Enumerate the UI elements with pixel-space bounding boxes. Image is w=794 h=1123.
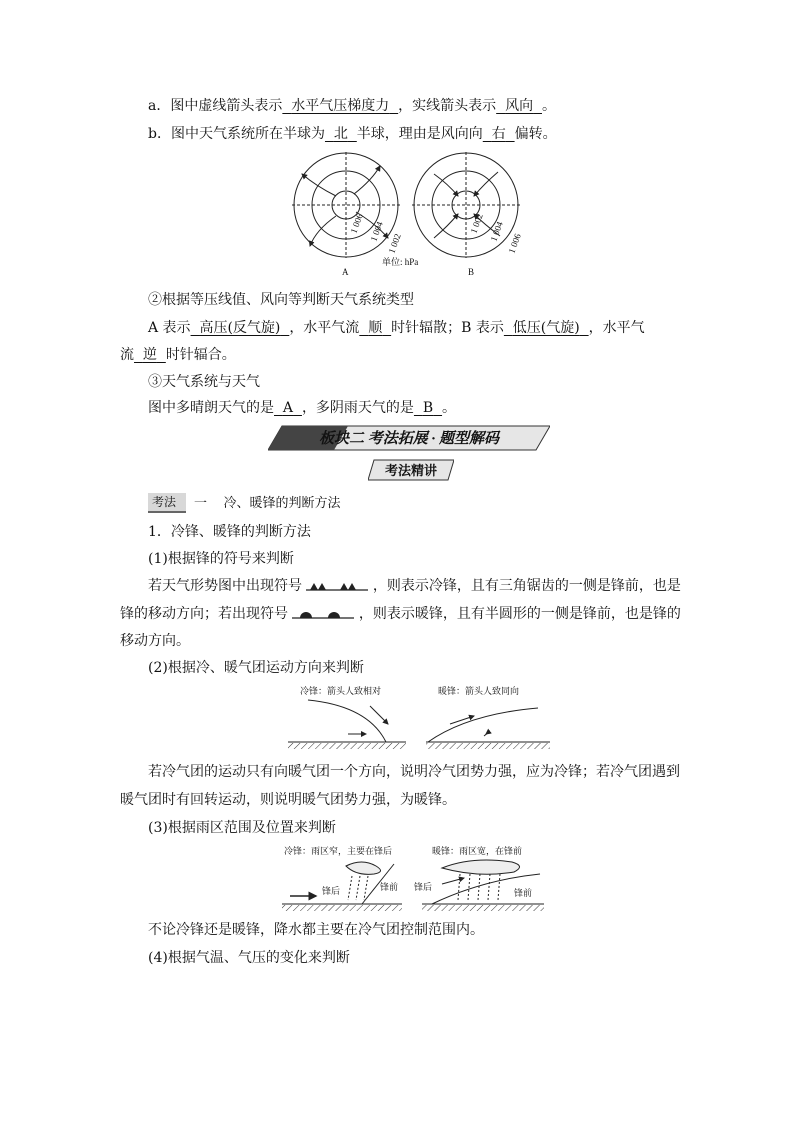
item-b <box>148 124 557 144</box>
body-line: 若天气形势图中出现符号 ，则表示冷锋，且有三角锯齿的一侧是锋前，也是 <box>148 578 681 594</box>
air-mass-figure <box>288 684 550 752</box>
cold-front-label: 锋前 <box>380 882 399 892</box>
body-line: 暖气团时有回转运动，则说明暖气团势力强，为暖锋。 <box>120 792 456 808</box>
text: b．图中天气系统所在半球为 <box>148 126 325 142</box>
label-b: B <box>468 267 475 277</box>
banner-title: 板块二 考法拓展 · 题型解码 <box>318 431 500 447</box>
label-a: A <box>342 267 349 277</box>
cold-rain-caption: 冷锋：雨区窄，主要在锋后 <box>284 846 393 856</box>
isobar-label: 1 002 <box>468 212 485 235</box>
isobar-label: 1 006 <box>348 212 365 235</box>
text: 偏转。 <box>514 126 557 142</box>
sub-banner-title: 考法精讲 <box>384 463 438 478</box>
body-line: (4)根据气温、气压的变化来判断 <box>148 950 350 966</box>
unit-label: 单位: hPa <box>382 257 419 267</box>
warm-caption: 暖锋：箭头人致同向 <box>438 686 520 696</box>
warm-front-symbol <box>292 607 354 621</box>
answer-1: 水平气压梯度力 <box>291 98 390 114</box>
section-3-heading: ③天气系统与天气 <box>148 374 260 390</box>
answer-2: 风向 <box>505 98 534 114</box>
section-3-line: 图中多晴朗天气的是 A ，多阴雨天气的是 B 。 <box>148 400 457 416</box>
item-a <box>148 96 556 116</box>
cold-front-symbol <box>306 579 368 593</box>
body-line: 移动方向。 <box>120 633 190 649</box>
body-line: 锋的移动方向；若出现符号 ，则表示暖锋，且有半圆形的一侧是锋前，也是锋的 <box>120 606 681 622</box>
isobar-label: 1 006 <box>506 232 523 255</box>
section-2-heading: ②根据等压线值、风向等判断天气系统类型 <box>148 292 414 308</box>
section-2-line-1: A 表示 高压(反气旋) ，水平气流 顺 时针辐散；B 表示 低压(气旋) ，水平气 <box>148 320 645 336</box>
sub-banner <box>368 458 454 482</box>
body-line: 不论冷锋还是暖锋，降水都主要在冷气团控制范围内。 <box>148 922 484 938</box>
system-a-diagram <box>292 152 403 258</box>
isobar-label: 1 002 <box>386 232 403 255</box>
text: 半球，理由是风向向 <box>356 126 483 142</box>
rain-area-figure <box>282 844 544 912</box>
section-banner <box>268 424 550 452</box>
body-line: 若冷气团的运动只有向暖气团一个方向，说明冷气团势力强，应为冷锋；若冷气团遇到 <box>148 764 680 780</box>
system-b-diagram <box>412 152 523 258</box>
text: ，实线箭头表示 <box>398 98 497 114</box>
method-tag: 考法 <box>148 493 186 513</box>
body-line: 1．冷锋、暖锋的判断方法 <box>148 524 311 540</box>
body-line: (3)根据雨区范围及位置来判断 <box>148 820 336 836</box>
cold-caption: 冷锋：箭头人致相对 <box>300 686 382 696</box>
text: 。 <box>541 98 556 114</box>
warm-front-label: 锋前 <box>514 888 533 898</box>
isobar-label: 1 004 <box>488 220 505 243</box>
body-line: (2)根据冷、暖气团运动方向来判断 <box>148 660 364 676</box>
pressure-systems-figure <box>284 150 534 282</box>
body-line: (1)根据锋的符号来判断 <box>148 551 294 567</box>
warm-back-label: 锋后 <box>414 882 433 892</box>
answer-2: 右 <box>491 126 506 142</box>
method-title: 一 冷、暖锋的判断方法 <box>194 496 341 511</box>
text: a．图中虚线箭头表示 <box>148 98 283 114</box>
cold-back-label: 锋后 <box>322 886 341 896</box>
isobar-label: 1 004 <box>368 220 385 243</box>
answer-1: 北 <box>333 126 348 142</box>
warm-rain-caption: 暖锋：雨区宽，在锋前 <box>432 846 523 856</box>
section-2-line-2: 流 逆 时针辐合。 <box>120 347 236 363</box>
